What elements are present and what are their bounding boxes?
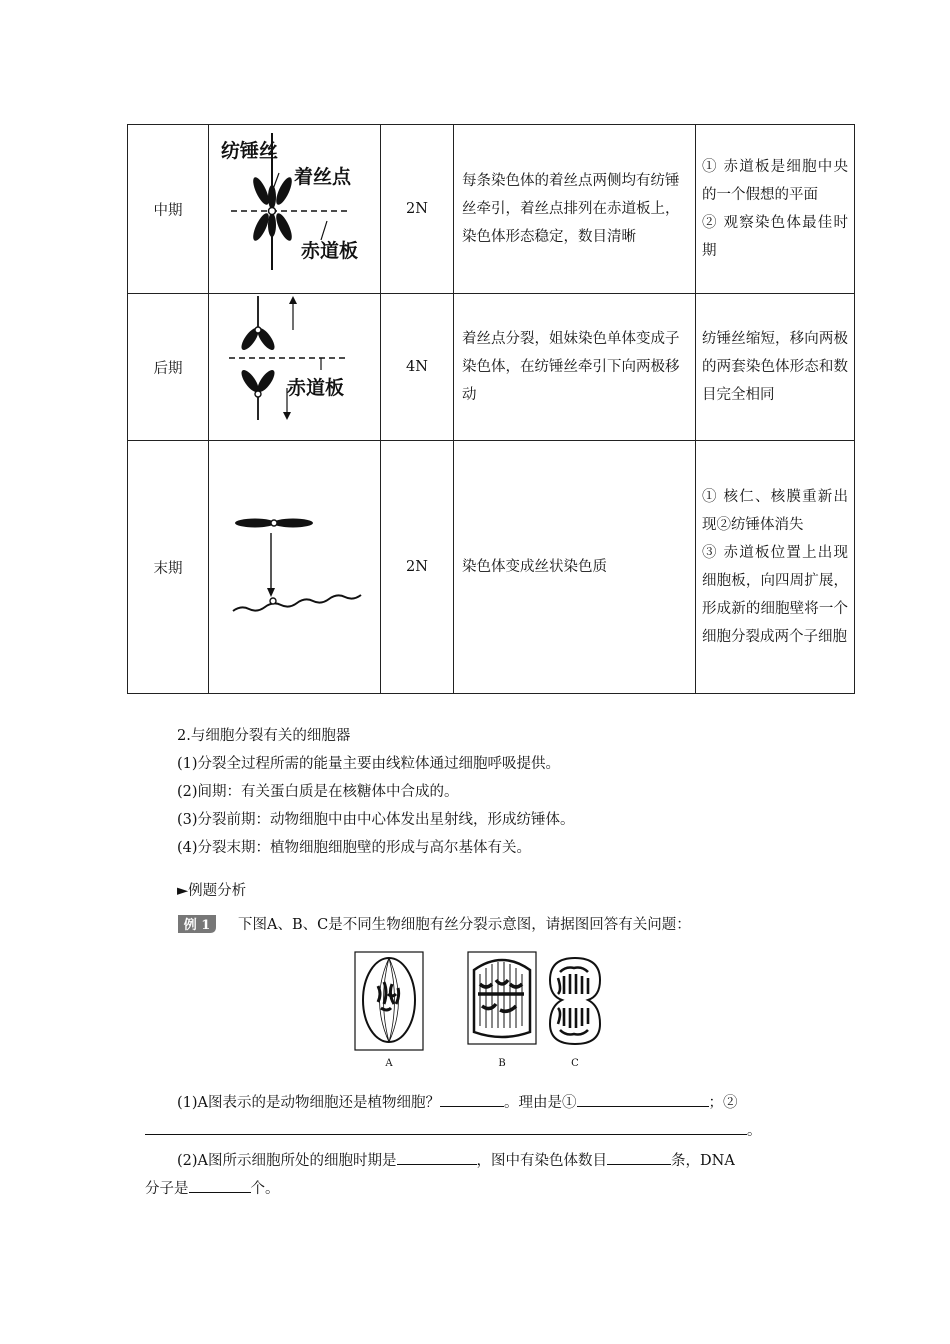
example-badge — [176, 913, 218, 935]
question-2-line-1 — [177, 1146, 735, 1175]
figure-label-c: C — [571, 1058, 579, 1069]
answer-blank[interactable] — [145, 1116, 747, 1135]
table-row — [128, 294, 855, 441]
chromosome-count-cell: 4N — [381, 294, 454, 441]
note-line: ② 观察染色体最佳时期 — [702, 215, 848, 259]
question-2-line-2 — [145, 1174, 280, 1203]
anaphase-diagram-cell — [209, 294, 381, 441]
answer-blank[interactable] — [397, 1146, 477, 1165]
question-text: 。理由是① — [504, 1095, 577, 1111]
list-item: (2)间期：有关蛋白质是在核糖体中合成的。 — [177, 784, 459, 800]
note-line: ① 赤道板是细胞中央的一个假想的平面 — [702, 159, 848, 203]
table-row — [128, 441, 855, 694]
metaphase-diagram-cell — [209, 125, 381, 294]
stage-cell: 中期 — [128, 125, 209, 294]
stage-cell: 后期 — [128, 294, 209, 441]
example-intro: 下图A、B、C是不同生物细胞有丝分裂示意图，请据图回答有关问题： — [238, 917, 691, 933]
cell-figures — [350, 950, 640, 1070]
answer-blank[interactable] — [577, 1088, 709, 1107]
notes-cell — [696, 125, 855, 294]
question-text: 条，DNA — [671, 1153, 735, 1169]
table-row — [128, 125, 855, 294]
question-text: 。 — [747, 1123, 762, 1139]
label-equatorial-plate: 赤道板 — [287, 377, 345, 399]
question-text: ，图中有染色体数目 — [476, 1153, 608, 1169]
figure-label-a: A — [385, 1058, 393, 1069]
list-item: (1)分裂全过程所需的能量主要由线粒体通过细胞呼吸提供。 — [177, 756, 561, 772]
example-badge-label: 例 1 — [183, 918, 211, 933]
question-text: 分子是 — [145, 1181, 189, 1197]
stage-cell: 末期 — [128, 441, 209, 694]
chromosome-count-cell: 2N — [381, 441, 454, 694]
list-item: (3)分裂前期：动物细胞中由中心体发出星射线，形成纺锤体。 — [177, 812, 575, 828]
section-title: 2.与细胞分裂有关的细胞器 — [177, 728, 351, 744]
question-text: (1)A图表示的是动物细胞还是植物细胞？ — [177, 1095, 441, 1111]
mitosis-stage-table — [127, 124, 855, 694]
list-item: (4)分裂末期：植物细胞细胞壁的形成与高尔基体有关。 — [177, 840, 532, 856]
question-text: 个。 — [250, 1181, 280, 1197]
question-1-line-2 — [145, 1116, 762, 1145]
answer-blank[interactable] — [440, 1088, 504, 1107]
example-heading: ►例题分析 — [177, 883, 247, 899]
anaphase-diagram — [209, 294, 380, 440]
answer-blank[interactable] — [189, 1174, 251, 1193]
label-spindle: 纺锤丝 — [221, 140, 279, 162]
notes-cell — [696, 441, 855, 694]
answer-blank[interactable] — [607, 1146, 671, 1165]
chromosome-count-cell: 2N — [381, 125, 454, 294]
note-line: ① 核仁、核膜重新出现②纺锤体消失 — [702, 489, 848, 533]
label-equatorial-plate: 赤道板 — [301, 240, 359, 262]
description-cell: 每条染色体的着丝点两侧均有纺锤丝牵引，着丝点排列在赤道板上，染色体形态稳定，数目清晰 — [454, 125, 696, 294]
question-text: (2)A图所示细胞所处的细胞时期是 — [177, 1153, 397, 1169]
note-line: ③ 赤道板位置上出现细胞板，向四周扩展，形成新的细胞壁将一个细胞分裂成两个子细胞 — [702, 545, 848, 645]
figure-label-b: B — [498, 1058, 506, 1069]
question-text: ；② — [708, 1095, 738, 1111]
notes-cell: 纺锤丝缩短，移向两极的两套染色体形态和数目完全相同 — [696, 294, 855, 441]
question-1-line-1 — [177, 1088, 738, 1117]
telophase-diagram — [209, 441, 380, 693]
label-centromere: 着丝点 — [294, 166, 352, 188]
description-cell: 着丝点分裂，姐妹染色单体变成子染色体，在纺锤丝牵引下向两极移动 — [454, 294, 696, 441]
description-cell: 染色体变成丝状染色质 — [454, 441, 696, 694]
metaphase-diagram — [209, 125, 380, 293]
telophase-diagram-cell — [209, 441, 381, 694]
